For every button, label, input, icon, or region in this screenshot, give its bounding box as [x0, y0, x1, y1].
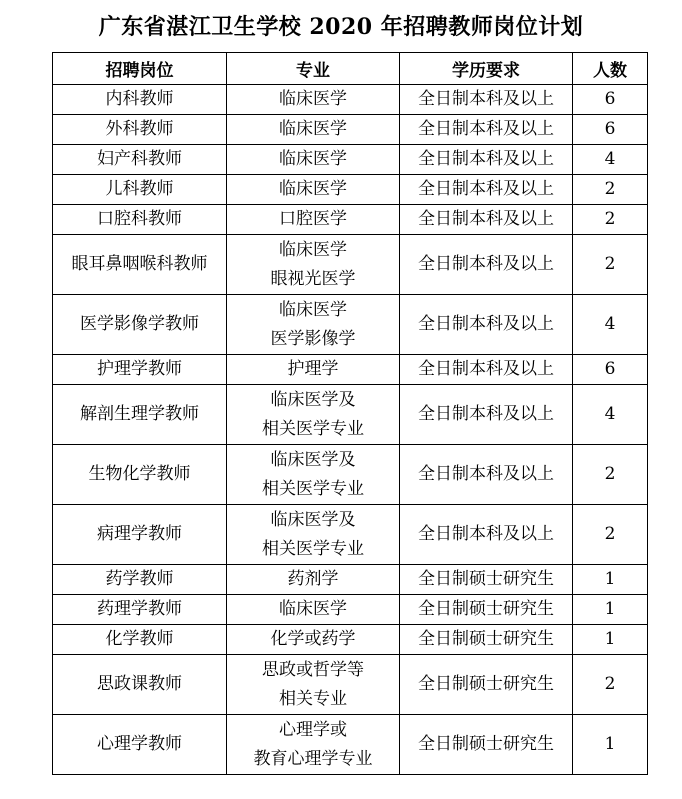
cell-position: 药理学教师 — [53, 595, 227, 625]
table-row — [53, 145, 648, 175]
cell-count: 6 — [573, 115, 648, 145]
table-row — [53, 205, 648, 235]
cell-major — [227, 625, 400, 655]
table-header-row — [53, 53, 648, 85]
table-row — [53, 625, 648, 655]
cell-major — [227, 505, 400, 565]
header-count: 人数 — [573, 53, 648, 85]
cell-major — [227, 445, 400, 505]
major-line: 临床医学 — [279, 179, 347, 199]
cell-count: 1 — [573, 595, 648, 625]
recruitment-plan-table — [52, 52, 648, 775]
cell-count: 6 — [573, 355, 648, 385]
cell-education: 全日制硕士研究生 — [400, 655, 573, 715]
cell-count: 6 — [573, 85, 648, 115]
major-line: 临床医学 — [279, 599, 347, 619]
cell-count: 4 — [573, 145, 648, 175]
major-line: 临床医学 — [279, 119, 347, 139]
cell-major — [227, 145, 400, 175]
table-row — [53, 505, 648, 565]
cell-major — [227, 175, 400, 205]
major-line: 临床医学 — [279, 149, 347, 169]
cell-major — [227, 295, 400, 355]
cell-count: 2 — [573, 175, 648, 205]
cell-count: 2 — [573, 505, 648, 565]
major-line: 教育心理学专业 — [253, 748, 373, 769]
cell-education: 全日制硕士研究生 — [400, 565, 573, 595]
cell-position: 药学教师 — [53, 565, 227, 595]
table-body — [53, 85, 648, 775]
cell-position: 医学影像学教师 — [53, 295, 227, 355]
cell-education: 全日制本科及以上 — [400, 175, 573, 205]
cell-education: 全日制本科及以上 — [400, 355, 573, 385]
major-line: 临床医学 — [279, 89, 347, 109]
cell-position: 解剖生理学教师 — [53, 385, 227, 445]
cell-major — [227, 595, 400, 625]
cell-major — [227, 715, 400, 775]
major-line: 思政或哲学等 — [262, 659, 364, 680]
table-row — [53, 655, 648, 715]
table-row — [53, 295, 648, 355]
cell-education: 全日制本科及以上 — [400, 385, 573, 445]
major-line: 化学或药学 — [270, 629, 356, 649]
cell-count: 4 — [573, 295, 648, 355]
cell-position: 眼耳鼻咽喉科教师 — [53, 235, 227, 295]
cell-count: 1 — [573, 565, 648, 595]
cell-major — [227, 655, 400, 715]
cell-position: 妇产科教师 — [53, 145, 227, 175]
cell-position: 心理学教师 — [53, 715, 227, 775]
cell-count: 4 — [573, 385, 648, 445]
page-title: 广东省湛江卫生学校 2020 年招聘教师岗位计划 — [98, 14, 584, 40]
cell-position: 内科教师 — [53, 85, 227, 115]
cell-education: 全日制本科及以上 — [400, 505, 573, 565]
cell-education: 全日制本科及以上 — [400, 445, 573, 505]
header-education: 学历要求 — [400, 53, 573, 85]
cell-major — [227, 115, 400, 145]
cell-education: 全日制硕士研究生 — [400, 715, 573, 775]
major-line: 相关专业 — [279, 688, 347, 709]
table-row — [53, 595, 648, 625]
cell-position: 化学教师 — [53, 625, 227, 655]
cell-education: 全日制硕士研究生 — [400, 595, 573, 625]
major-line: 临床医学及 — [270, 449, 356, 470]
major-line: 相关医学专业 — [262, 418, 364, 439]
cell-position: 口腔科教师 — [53, 205, 227, 235]
major-line: 临床医学及 — [270, 509, 356, 530]
cell-position: 思政课教师 — [53, 655, 227, 715]
table-row — [53, 445, 648, 505]
table-row — [53, 355, 648, 385]
major-line: 临床医学及 — [270, 389, 356, 410]
table-row — [53, 175, 648, 205]
major-line: 相关医学专业 — [262, 538, 364, 559]
cell-major — [227, 85, 400, 115]
major-line: 药剂学 — [287, 569, 339, 589]
table-row — [53, 85, 648, 115]
table-row — [53, 715, 648, 775]
cell-education: 全日制本科及以上 — [400, 235, 573, 295]
cell-major — [227, 235, 400, 295]
cell-count: 2 — [573, 445, 648, 505]
cell-major — [227, 205, 400, 235]
cell-position: 护理学教师 — [53, 355, 227, 385]
header-major: 专业 — [227, 53, 400, 85]
table-row — [53, 115, 648, 145]
cell-major — [227, 565, 400, 595]
major-line: 医学影像学 — [270, 328, 356, 349]
cell-count: 2 — [573, 205, 648, 235]
cell-major — [227, 385, 400, 445]
major-line: 相关医学专业 — [262, 478, 364, 499]
cell-position: 病理学教师 — [53, 505, 227, 565]
major-line: 口腔医学 — [279, 209, 347, 229]
cell-position: 儿科教师 — [53, 175, 227, 205]
major-line: 眼视光医学 — [270, 268, 356, 289]
major-line: 临床医学 — [279, 299, 347, 320]
table-row — [53, 385, 648, 445]
header-position: 招聘岗位 — [53, 53, 227, 85]
cell-education: 全日制本科及以上 — [400, 295, 573, 355]
cell-education: 全日制本科及以上 — [400, 145, 573, 175]
cell-count: 2 — [573, 235, 648, 295]
major-line: 护理学 — [287, 359, 339, 379]
cell-count: 1 — [573, 715, 648, 775]
cell-position: 外科教师 — [53, 115, 227, 145]
table-row — [53, 565, 648, 595]
major-line: 临床医学 — [279, 239, 347, 260]
cell-education: 全日制硕士研究生 — [400, 625, 573, 655]
cell-education: 全日制本科及以上 — [400, 115, 573, 145]
cell-education: 全日制本科及以上 — [400, 205, 573, 235]
cell-count: 2 — [573, 655, 648, 715]
cell-major — [227, 355, 400, 385]
table-row — [53, 235, 648, 295]
cell-education: 全日制本科及以上 — [400, 85, 573, 115]
major-line: 心理学或 — [279, 719, 347, 740]
cell-position: 生物化学教师 — [53, 445, 227, 505]
cell-count: 1 — [573, 625, 648, 655]
